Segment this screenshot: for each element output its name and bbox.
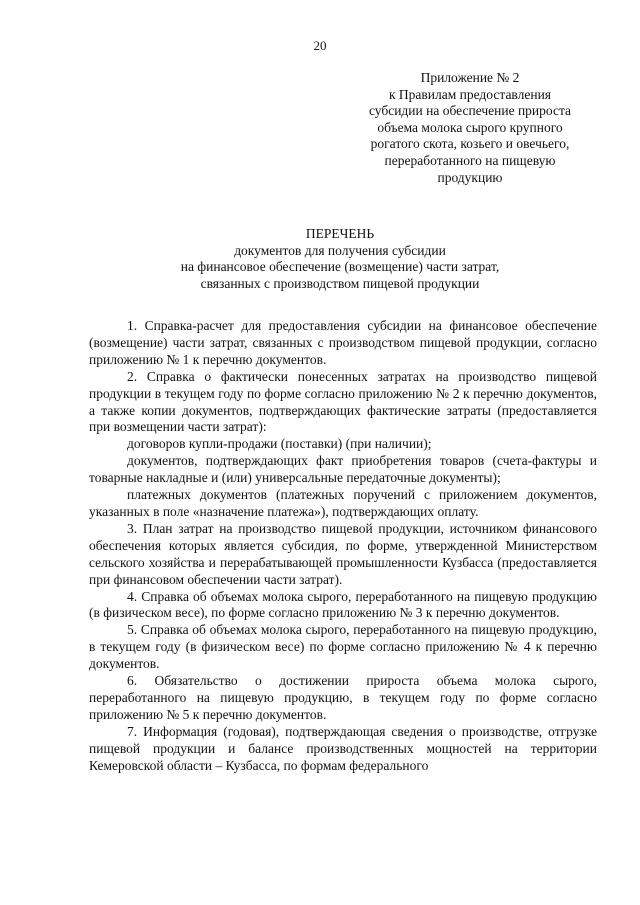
- page-number: 20: [313, 38, 327, 53]
- appendix-line: переработанного на пищевую: [384, 152, 556, 168]
- appendix-line: рогатого скота, козьего и овечьего,: [370, 136, 570, 152]
- paragraph-subitem-payment-docs: платежных документов (платежных поручений с приложением документов, указанных в поле «назначение платежа»), подтверждающих оплату.: [89, 487, 597, 519]
- appendix-line: объема молока сырого крупного: [377, 119, 563, 135]
- paragraph-item-7: 7. Информация (годовая), подтверждающая сведения о производстве, отгрузке пищевой продукции и балансе производственных мощностей на территории Кемеровской области – Кузбасса, по формам федерального: [89, 723, 597, 773]
- title-subtitle-line: связанных с производством пищевой продукции: [200, 275, 480, 291]
- paragraph-item-1: 1. Справка-расчет для предоставления субсидии на финансовое обеспечение (возмещение) части затрат, связанных с производством пищевой продукции, согласно приложению № 1 к перечню документов.: [89, 318, 597, 367]
- title-heading: ПЕРЕЧЕНЬ: [305, 226, 375, 241]
- title-subtitle-line: на финансовое обеспечение (возмещение) части затрат,: [180, 259, 500, 275]
- paragraph-item-4: 4. Справка об объемах молока сырого, переработанного на пищевую продукцию (в физическом весе), по форме согласно приложению № 3 к перечню документов.: [89, 588, 597, 621]
- title-subtitle-line: документов для получения субсидии: [234, 242, 446, 258]
- paragraph-item-5: 5. Справка об объемах молока сырого, переработанного на пищевую продукцию, в текущем году (в физическом весе) по форме согласно приложению № 4 к перечню документов.: [89, 622, 597, 672]
- appendix-line: продукцию: [437, 169, 503, 185]
- document-title: [80, 226, 600, 292]
- paragraph-item-2: 2. Справка о фактически понесенных затратах на производство пищевой продукции в текущем году по форме согласно приложению № 2 к перечню документов, а также копии документов, подтверждающих фактические затраты (предоставляется при возмещении части затрат):: [89, 368, 597, 435]
- document-body: [89, 318, 597, 774]
- appendix-line: Приложение № 2: [420, 70, 520, 85]
- paragraph-subitem-contracts: договоров купли-продажи (поставки) (при наличии);: [127, 436, 432, 452]
- appendix-line: к Правилам предоставления: [388, 86, 552, 102]
- appendix-line: субсидии на обеспечение прироста: [368, 103, 572, 119]
- paragraph-subitem-purchase-docs: документов, подтверждающих факт приобретения товаров (счета-фактуры и товарные накладные и (или) универсальные передаточные документы);: [89, 453, 597, 486]
- paragraph-item-6: 6. Обязательство о достижении прироста объема молока сырого, переработанного на пищевую продукцию, в текущем году по форме согласно приложению № 5 к перечню документов.: [89, 673, 597, 722]
- paragraph-item-3: 3. План затрат на производство пищевой продукции, источником финансового обеспечения которых является субсидия, по форме, утвержденной Министерством сельского хозяйства и перерабатывающей промышленности Кузбасса (предоставляется при финансовом обеспечении части затрат).: [89, 520, 597, 587]
- appendix-header: [340, 70, 600, 186]
